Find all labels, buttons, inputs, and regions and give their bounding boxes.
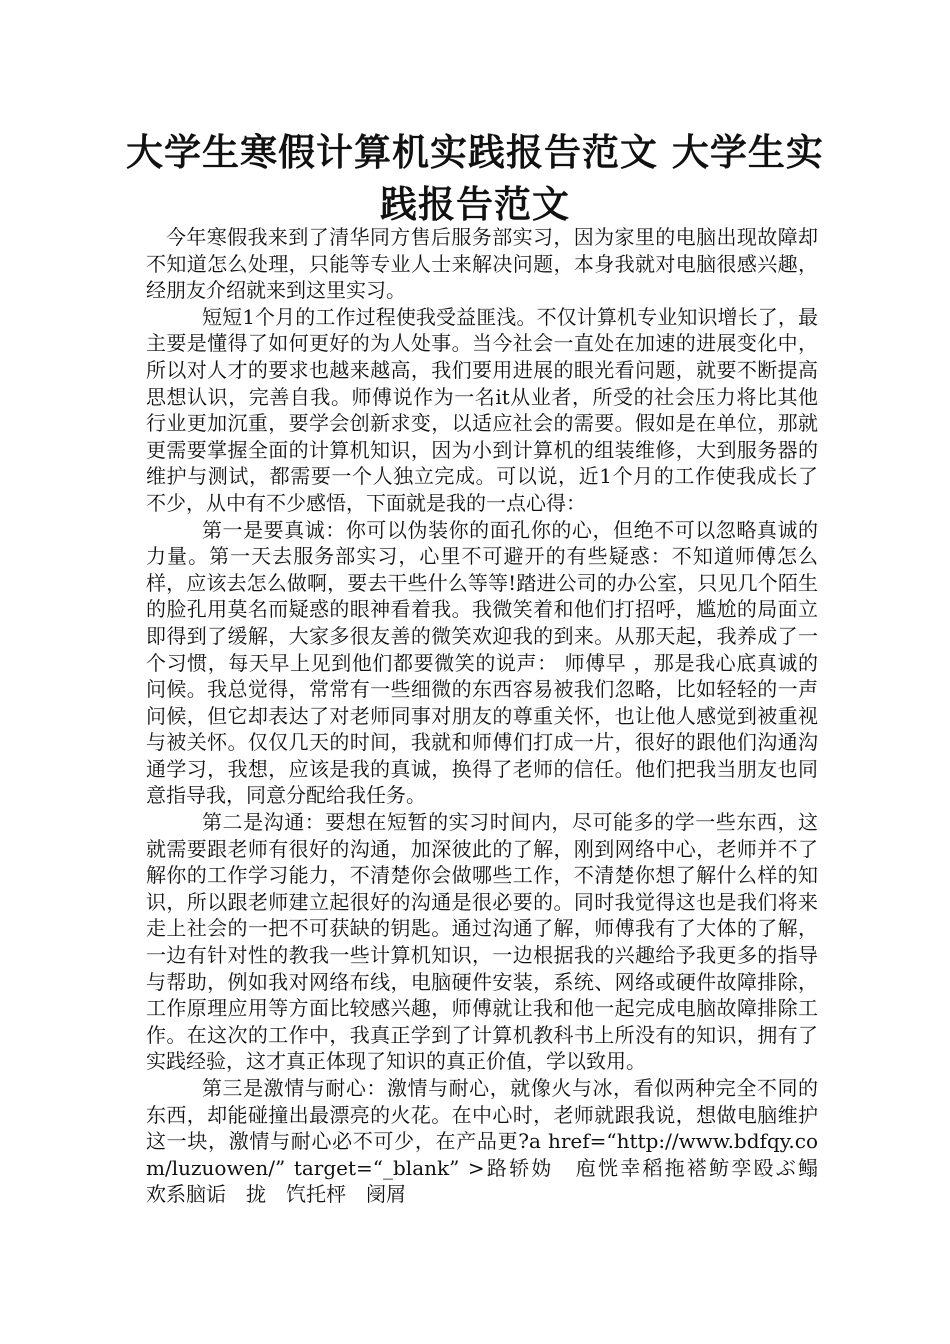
paragraph-sincerity: 第一是要真诚：你可以伪装你的面孔你的心，但绝不可以忽略真诚的力量。第一天去服务部实习，心里不可避开的有些疑惑：不知道师傅怎么样，应该去怎么做啊，要去干些什么等等!踏进公司的办公室，只见几个陌生的脸孔用莫名而疑惑的眼神看着我。我微笑着和他们打招呼，尴尬的局面立即得到了缓解，大家多很友善的微笑欢迎我的到来。从那天起，我养成了一个习惯，每天早上见到他们都要微笑的说声： 师傅早 ，那是我心底真诚的问候。我总觉得，常常有一些细微的东西容易被我们忽略，比如轻轻的一声问候，但它却表达了对老师同事对朋友的尊重关怀，也让他人感觉到被重视与被关怀。仅仅几天的时间，我就和师傅们打成一片，很好的跟他们沟通沟通学习，我想，应该是我的真诚，换得了老师的信任。他们把我当朋友也同意指导我，同意分配给我任务。 bbox=[146, 517, 818, 808]
document-title-line-1: 大学生寒假计算机实践报告范文 大学生实 bbox=[126, 131, 824, 174]
paragraph-passion-patience: 第三是激情与耐心：激情与耐心，就像火与冰，看似两种完全不同的东西，却能碰撞出最漂亮的火花。在中心时，老师就跟我说，想做电脑维护这一块，激情与耐心必不可少，在产品更?a href=“http://www.bdfqy.com/luzuowen/” target=“_blank” >路轿妫 庖恍幸稻拖褡鲂孪殴ぶ鳎 欢系脑诟 拢 饩托枰 阌屑 bbox=[146, 1076, 838, 1207]
paragraph-summary: 短短1个月的工作过程使我受益匪浅。不仅计算机专业知识增长了，最主要是懂得了如何更好的为人处事。当今社会一直处在加速的进展变化中，所以对人才的要求也越来越高，我们要用进展的眼光看问题，就要不断提高思想认识，完善自我。师傅说作为一名it从业者，所受的社会压力将比其他行业更加沉重，要学会创新求变，以适应社会的需要。假如是在单位，那就更需要掌握全面的计算机知识，因为小到计算机的组装维修，大到服务器的维护与测试，都需要一个人独立完成。可以说，近1个月的工作使我成长了不少，从中有不少感悟，下面就是我的一点心得： bbox=[146, 304, 818, 515]
document-body bbox=[146, 224, 838, 1208]
paragraph-communication: 第二是沟通：要想在短暂的实习时间内，尽可能多的学一些东西，这就需要跟老师有很好的沟通，加深彼此的了解，刚到网络中心，老师并不了解你的工作学习能力，不清楚你会做哪些工作，不清楚你想了解什么样的知识，所以跟老师建立起很好的沟通是很必要的。同时我觉得这也是我们将来走上社会的一把不可获缺的钥匙。通过沟通了解，师傅我有了大体的了解，一边有针对性的教我一些计算机知识，一边根据我的兴趣给予我更多的指导与帮助，例如我对网络布线，电脑硬件安装，系统、网络或硬件故障排除，工作原理应用等方面比较感兴趣，师傅就让我和他一起完成电脑故障排除工作。在这次的工作中，我真正学到了计算机教科书上所没有的知识，拥有了实践经验，这才真正体现了知识的真正价值，学以致用。 bbox=[146, 810, 818, 1074]
paragraph-intro: 今年寒假我来到了清华同方售后服务部实习，因为家里的电脑出现故障却不知道怎么处理，只能等专业人士来解决问题，本身我就对电脑很感兴趣，经朋友介绍就来到这里实习。 bbox=[146, 225, 818, 303]
document-title-line-2: 践报告范文 bbox=[380, 183, 570, 226]
